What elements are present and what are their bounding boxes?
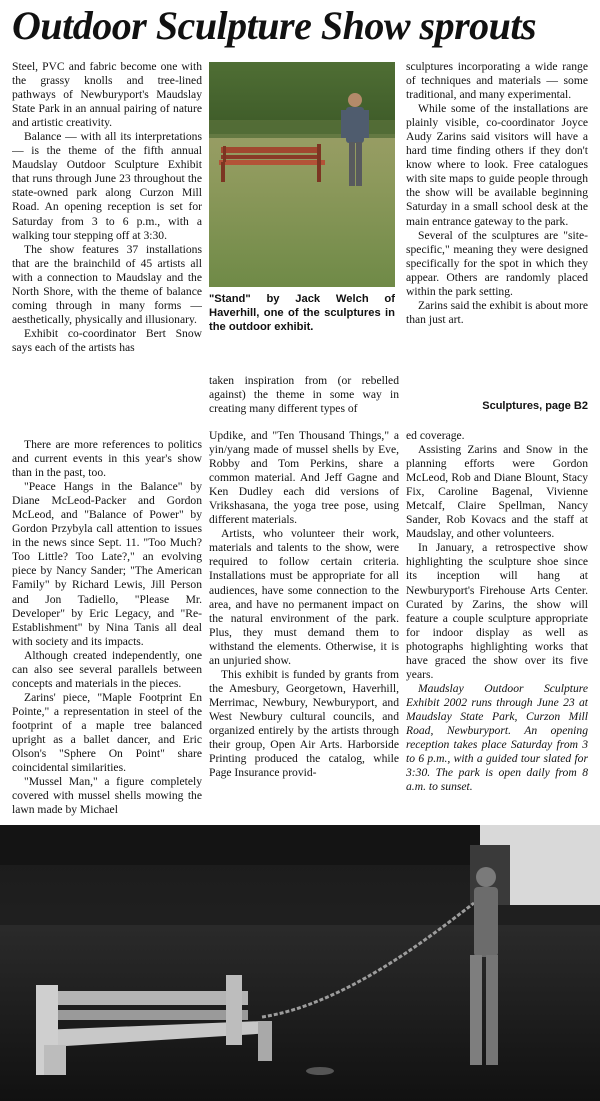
jump-line: Sculptures, page B2 [482,400,588,412]
paragraph: While some of the installations are plainly visible, co-coordinator Joyce Audy Zarins said visitors will have a hard time finding others if they don't know where to look. Free catalogues with site maps to guide people through the show will be available beginning Saturday in a small school desk at the main entrance gateway to the park. [406,102,588,228]
paragraph: Steel, PVC and fabric become one with the grassy knolls and tree-lined pathways of Newburyport's Maudslay State Park in an annual pairing of nature and artistic creativity. [12,60,202,130]
paragraph: Several of the sculptures are "site-specific," meaning they were designed specifically for the spot in which they appear. Others are randomly placed within the park setting. [406,228,588,298]
article-column-2 [209,374,399,418]
paragraph: ed coverage. [406,429,465,442]
bench-chain-sculpture-photo [0,825,600,1101]
headline: Outdoor Sculpture Show sprouts [12,3,537,48]
paragraph: taken inspiration from (or rebelled against) the theme in some way in creating many different types of [209,374,399,416]
continuation-column-1 [12,438,202,820]
stand-sculpture-photo [209,62,395,287]
paragraph: Exhibit co-coordinator Bert Snow says each of the artists has [12,326,202,354]
paragraph: Although created independently, one can also see several parallels between concepts and materials in the pieces. [12,648,202,690]
paragraph: Artists, who volunteer their work, materials and talents to the show, were required to follow certain criteria. Installations must be appropriate for all audiences, have some connection to the area, and have no permanent impact on the natural environment of the park. Plus, they must demand them to withstand the elements. Otherwise, it is an unjuried show. [209,527,399,667]
paragraph: The show features 37 installations that are the brainchild of 45 artists all with a connection to Maudslay and the North Shore, with the theme of balance coming through in many forms — aesthetically, physically and illusionary. [12,242,202,326]
article-column-3 [406,60,588,400]
paragraph: Balance — with all its interpretations — is the theme of the fifth annual Maudslay Outdoor Sculpture Exhibit that runs through June 23 throughout the state-owned park along Curzon Mill Road. An opening reception is set for Saturday from 3 to 6 p.m., with a walking tour stepping off at 3:30. [12,130,202,242]
exhibit-info: Maudslay Outdoor Sculpture Exhibit 2002 runs through June 23 at Maudslay State Park, Curzon Mill Road, Newburyport. An opening reception takes place Saturday from 3 to 6 p.m., with a guided tour slated for 3:30. The park is open daily from 8 a.m. to sunset. [406,681,588,794]
paragraph: Zarins said the exhibit is about more than just art. [406,298,588,326]
paragraph: This exhibit is funded by grants from the Amesbury, Georgetown, Haverhill, Merrimac, Newbury, Newburyport, and West Newbury cultural councils, and organized entirely by the artists through their group, Open Air Arts. Harborside Printing produced the catalog, while Page Insurance provid- [209,667,399,780]
paragraph: Zarins' piece, "Maple Footprint En Pointe," a representation in steel of the footprint of a maple tree balanced upright as a ballet dancer, and Eric Olson's "Sphere On Point" share coincidental similarities. [12,690,202,775]
article-column-1 [12,60,202,390]
photo-caption: "Stand" by Jack Welch of Haverhill, one of the sculptures in the outdoor exhibit. [209,293,395,333]
paragraph: sculptures incorporating a wide range of techniques and materials — some traditional, and many experimental. [406,60,588,102]
paragraph: "Mussel Man," a figure completely covered with mussel shells mowing the lawn made by Michael [12,775,202,817]
continuation-column-3 [406,429,588,821]
paragraph: Assisting Zarins and Snow in the planning efforts were Gordon McLeod, Rob and Diane Blount, Stacy Fix, Caroline Bagenal, Vivienne Metcalf, Claire Spellman, Nancy Sander, Rob Kovacs and the staff at Maudslay, and other volunteers. [406,443,588,541]
paragraph: There are more references to politics and current events in this year's show than in the past, too. [12,438,202,480]
paragraph: "Peace Hangs in the Balance" by Diane McLeod-Packer and Gordon McLeod, and "Balance of Power" by Gordon Przybyla call attention to issues in the news since Sept. 11. "Too Much? Too Little? Too Late?," an evolving piece by Nancy Sander; "The American Family" by Richard Lewis, Jill Person and Jon Tadiello, "Please Mr. Developer" by Eric Legacy, and "Re-Establishment" by Nina Tanis all deal with society and its impacts. [12,480,202,648]
paragraph: In January, a retrospective show highlighting the sculpture shoe since its inception will hang at Newburyport's Firehouse Arts Center. Curated by Zarins, the show will feature a couple sculpture appropriate for indoor display as well as photographs highlighting works that have graced the show over its five years. [406,541,588,681]
paragraph: Updike, and "Ten Thousand Things," a yin/yang made of mussel shells by Eve, Robby and Tom Perkins, share a common material. And Jeff Gagne and Ken Dudley each did versions of Vrikshasana, the yoga tree pose, using different materials. [209,429,399,527]
continuation-column-2 [209,429,399,821]
